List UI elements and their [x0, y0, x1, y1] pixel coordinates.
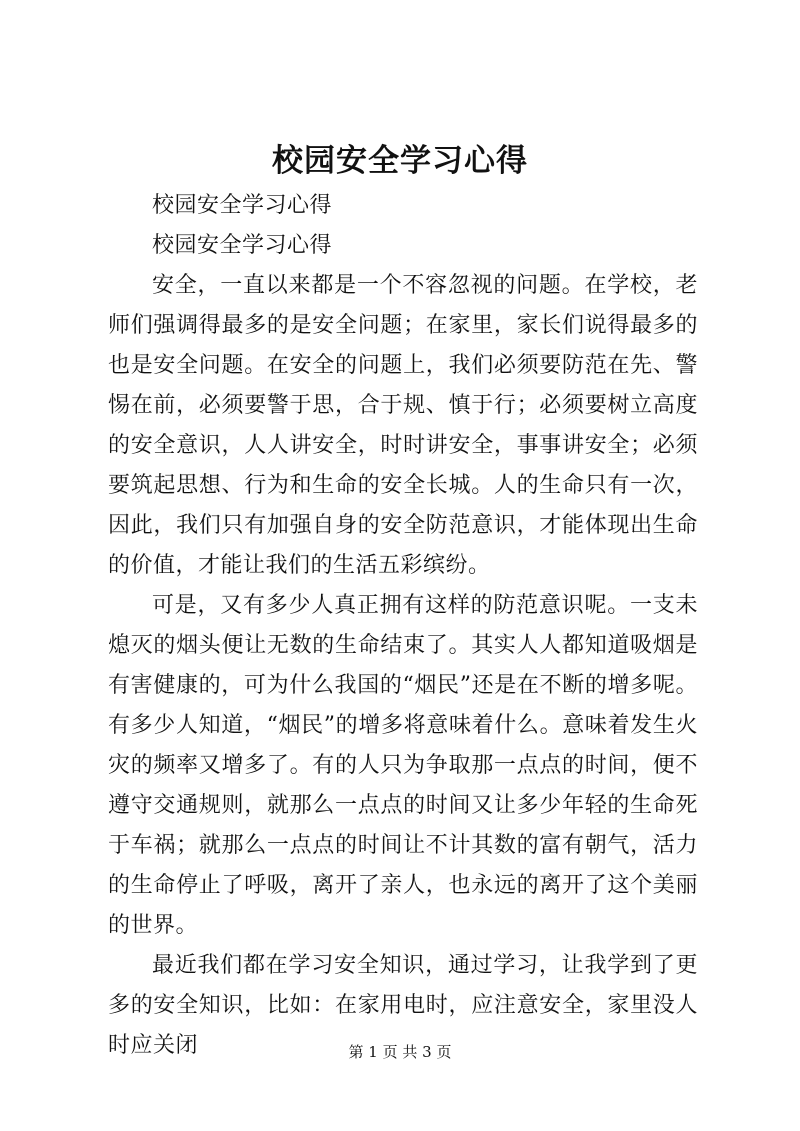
paragraph-learning: 最近我们都在学习安全知识，通过学习，让我学到了更多的安全知识，比如：在家用电时，应注意安全，家里没人时应关闭 — [108, 953, 698, 1058]
paragraph-subtitle-1: 校园安全学习心得 — [152, 193, 333, 218]
document-body — [108, 186, 698, 1066]
document-title: 校园安全学习心得 — [272, 143, 528, 179]
page-footer: 第 1 页 共 3 页 — [348, 1043, 452, 1061]
paragraph-safety-intro: 安全，一直以来都是一个不容忽视的问题。在学校，老师们强调得最多的是安全问题；在家里，家长们说得最多的也是安全问题。在安全的问题上，我们必须要防范在先、警惕在前，必须要警于思，合于规、慎于行；必须要树立高度的安全意识，人人讲安全，时时讲安全，事事讲安全；必须要筑起思想、行为和生命的安全长城。人的生命只有一次，因此，我们只有加强自身的安全防范意识，才能体现出生命的价值，才能让我们的生活五彩缤纷。 — [108, 273, 698, 578]
paragraph-subtitle-2: 校园安全学习心得 — [152, 233, 333, 258]
paragraph-awareness: 可是，又有多少人真正拥有这样的防范意识呢。一支未熄灭的烟头便让无数的生命结束了。其实人人都知道吸烟是有害健康的，可为什么我国的“烟民”还是在不断的增多呢。有多少人知道，“烟民”的增多将意味着什么。意味着发生火灾的频率又增多了。有的人只为争取那一点点的时间，便不遵守交通规则，就那么一点点的时间又让多少年轻的生命死于车祸；就那么一点点的时间让不计其数的富有朝气，活力的生命停止了呼吸，离开了亲人，也永远的离开了这个美丽的世界。 — [108, 593, 698, 938]
